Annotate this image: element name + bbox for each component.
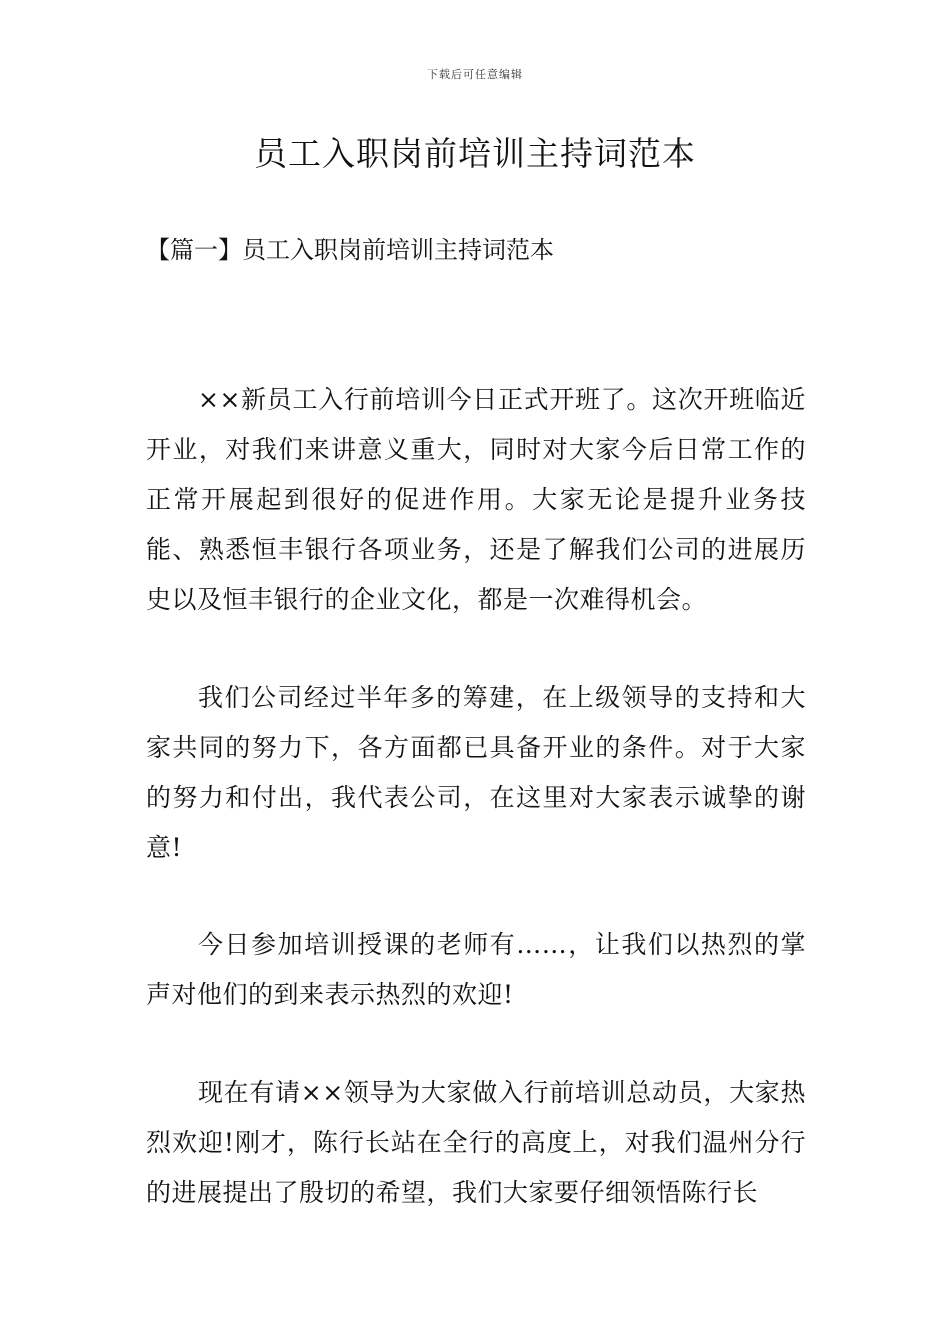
body-paragraph: 现在有请××领导为大家做入行前培训总动员，大家热烈欢迎!刚才，陈行长站在全行的高度上，对我们温州分行的进展提出了殷切的希望，我们大家要仔细领悟陈行长 [146,1078,806,1207]
paragraph-block [146,1068,806,1218]
paragraph-block [146,920,806,1020]
body-paragraph: 我们公司经过半年多的筹建，在上级领导的支持和大家共同的努力下，各方面都已具备开业的条件。对于大家的努力和付出，我代表公司，在这里对大家表示诚挚的谢意! [146,683,806,862]
header-note: 下载后可任意编辑 [427,68,523,81]
section-heading: 【篇一】员工入职岗前培训主持词范本 [146,236,554,264]
body-paragraph: 今日参加培训授课的老师有……，让我们以热烈的掌声对他们的到来表示热烈的欢迎! [146,930,806,1009]
document-title: 员工入职岗前培训主持词范本 [254,134,696,173]
body-paragraph: ××新员工入行前培训今日正式开班了。这次开班临近开业，对我们来讲意义重大，同时对大家今后日常工作的正常开展起到很好的促进作用。大家无论是提升业务技能、熟悉恒丰银行各项业务，还是了解我们公司的进展历史以及恒丰银行的企业文化，都是一次难得机会。 [146,385,806,614]
paragraph-block [146,375,806,625]
paragraph-block [146,673,806,873]
